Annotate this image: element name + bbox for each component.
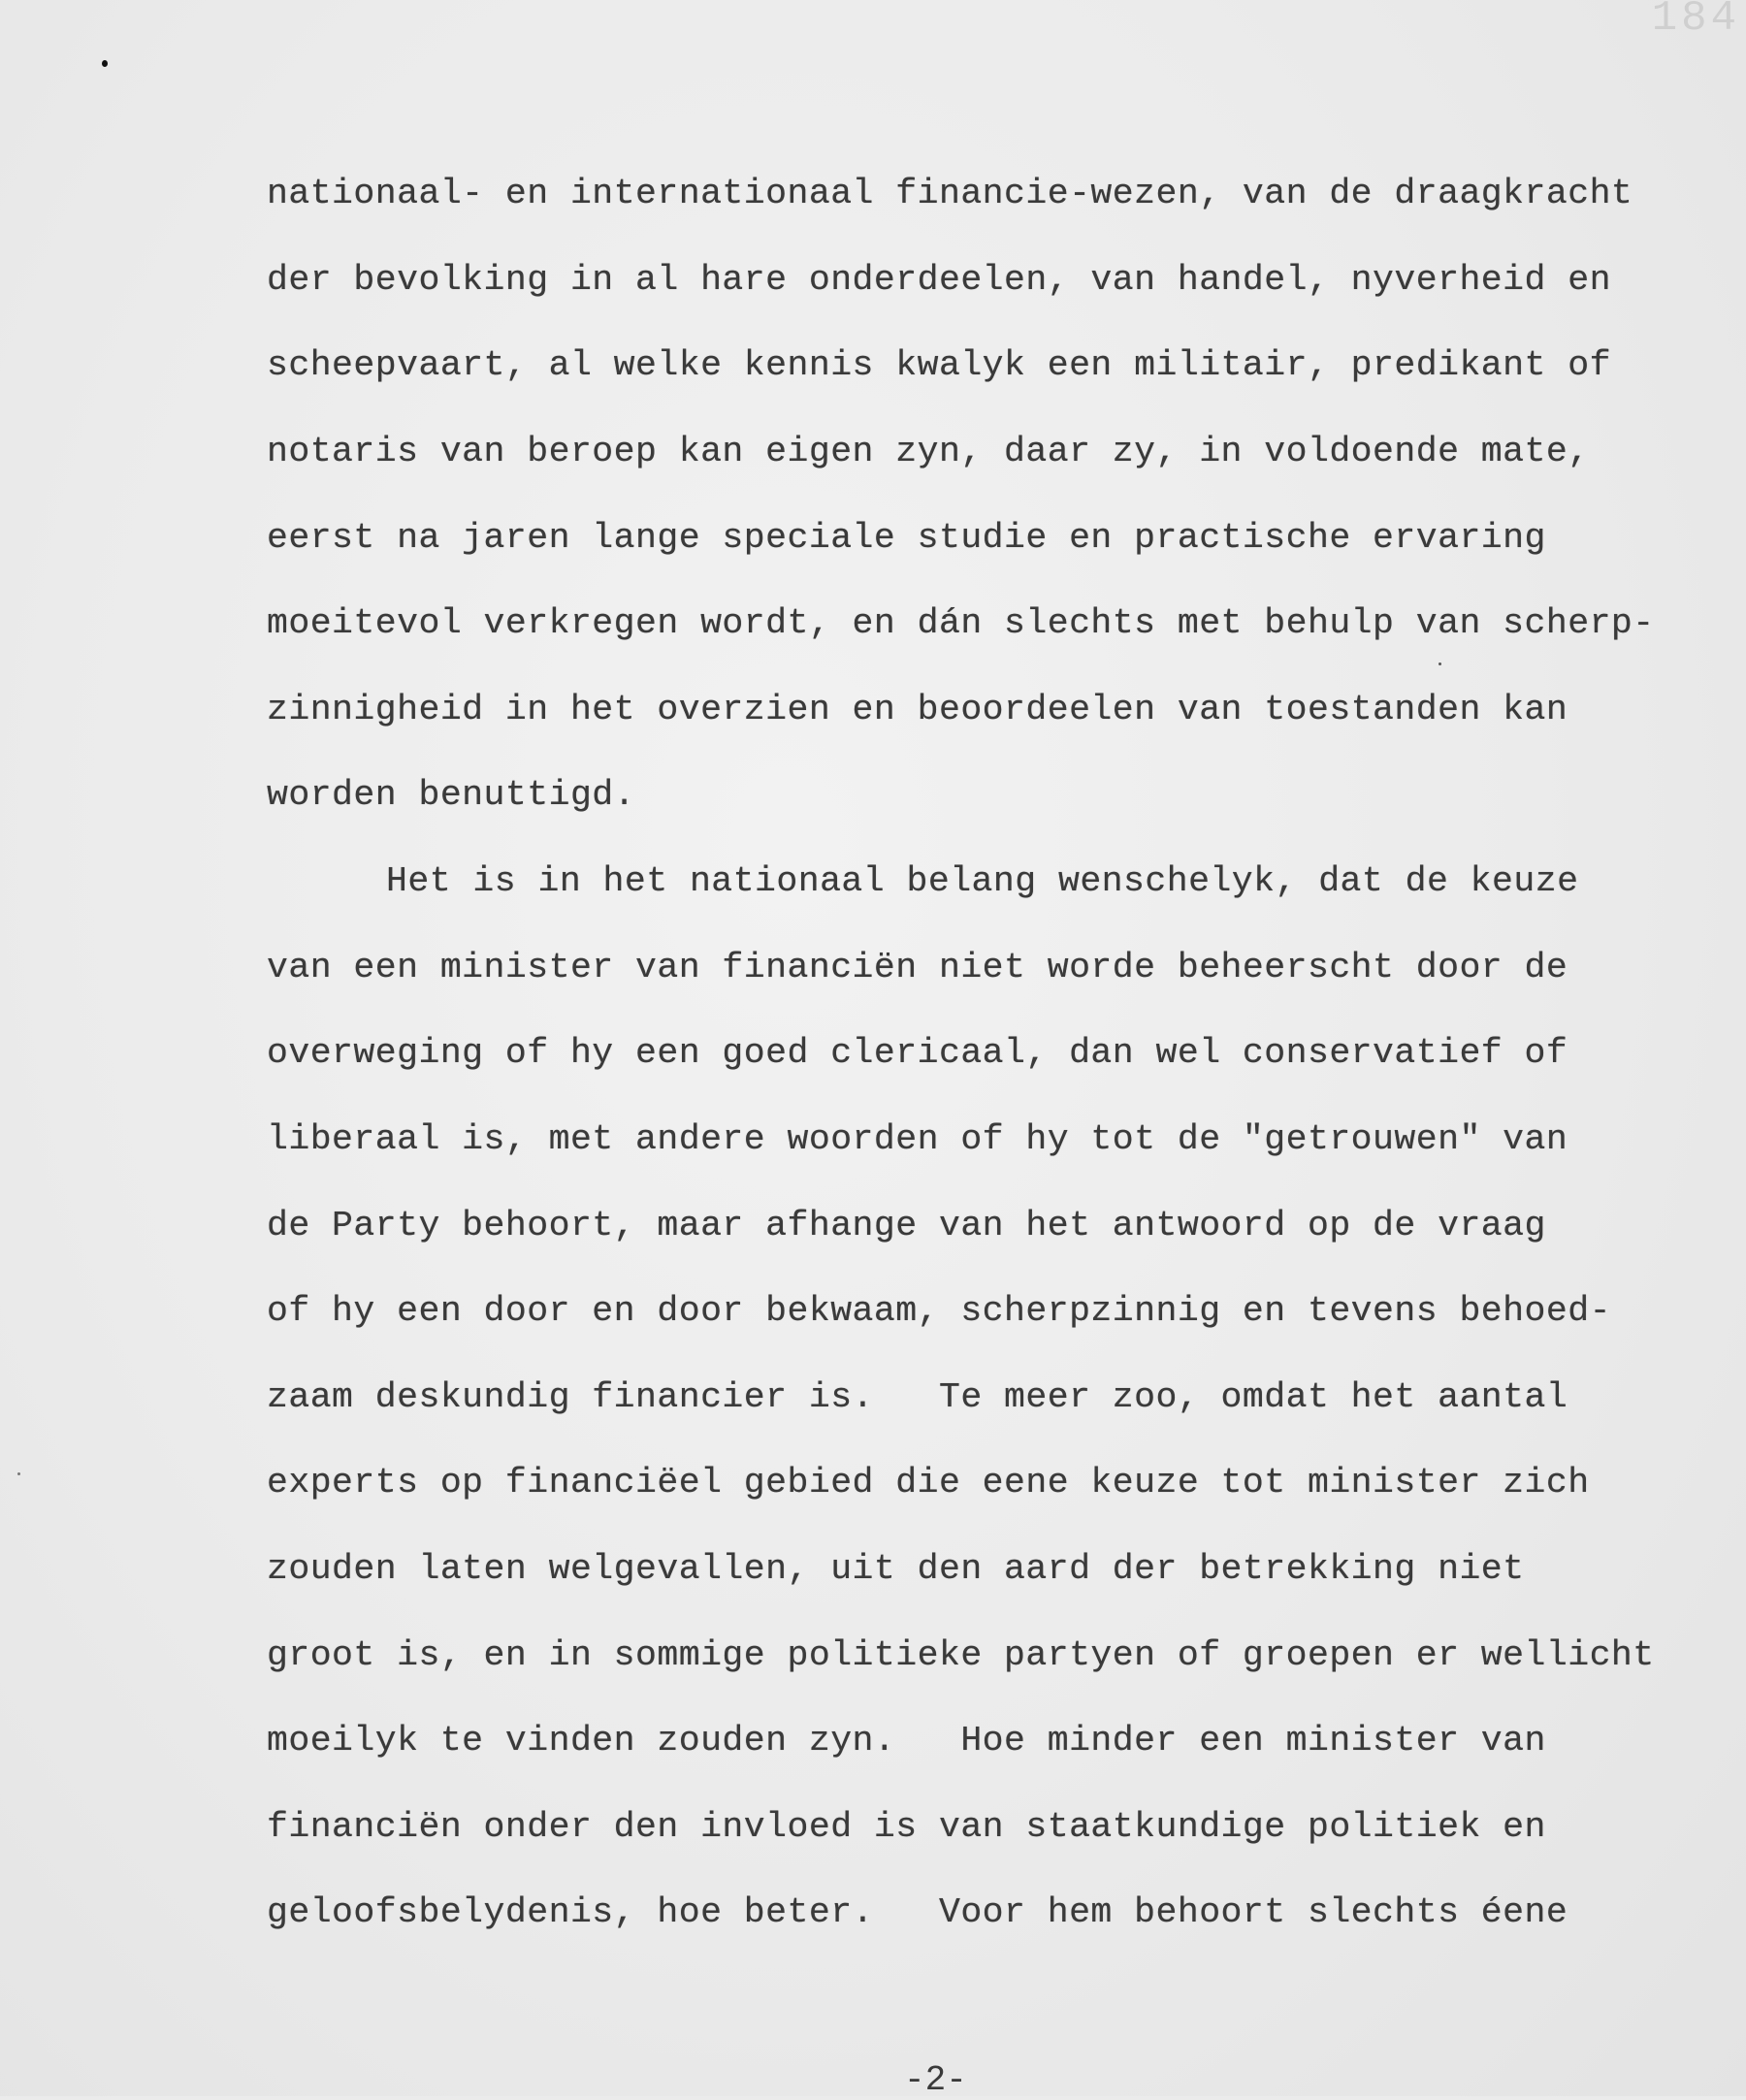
text-line-18: groot is, en in sommige politieke partyen of groepen er wellicht [267, 1635, 1655, 1675]
text-line-15: zaam deskundig financier is. Te meer zoo, omdat het aantal [267, 1377, 1568, 1417]
ink-speck [102, 60, 108, 67]
text-line-4: notaris van beroep kan eigen zyn, daar zy, in voldoende mate, [267, 432, 1590, 471]
text-line-20: financiën onder den invloed is van staatkundige politiek en [267, 1807, 1546, 1847]
text-line-19: moeilyk te vinden zouden zyn. Hoe minder een minister van [267, 1721, 1546, 1761]
text-line-5: eerst na jaren lange speciale studie en practische ervaring [267, 518, 1546, 558]
ink-speck [17, 1472, 20, 1475]
text-line-17: zouden laten welgevallen, uit den aard der betrekking niet [267, 1549, 1525, 1589]
text-line-21: geloofsbelydenis, hoe beter. Voor hem behoort slechts éene [267, 1892, 1568, 1932]
text-line-12: liberaal is, met andere woorden of hy tot de "getrouwen" van [267, 1119, 1568, 1159]
corner-page-mark: 184 [1651, 0, 1740, 43]
text-line-3: scheepvaart, al welke kennis kwalyk een militair, predikant of [267, 345, 1611, 385]
text-line-9: Het is in het nationaal belang wenschelyk, dat de keuze [386, 861, 1579, 901]
ink-speck [1439, 662, 1441, 665]
text-line-8: worden benuttigd. [267, 775, 636, 815]
text-line-10: van een minister van financiën niet worde beheerscht door de [267, 948, 1568, 987]
text-line-11: overweging of hy een goed clericaal, dan wel conservatief of [267, 1033, 1568, 1073]
text-line-13: de Party behoort, maar afhange van het antwoord op de vraag [267, 1206, 1546, 1245]
text-line-2: der bevolking in al hare onderdeelen, van handel, nyverheid en [267, 260, 1611, 300]
text-line-6: moeitevol verkregen wordt, en dán slechts met behulp van scherp- [267, 603, 1655, 643]
text-line-14: of hy een door en door bekwaam, scherpzinnig en tevens behoed- [267, 1291, 1611, 1331]
text-line-1: nationaal- en internationaal financie-wezen, van de draagkracht [267, 174, 1633, 213]
text-line-7: zinnigheid in het overzien en beoordeelen van toestanden kan [267, 690, 1568, 729]
text-line-16: experts op financiëel gebied die eene keuze tot minister zich [267, 1463, 1590, 1502]
page-number: -2- [904, 2060, 967, 2100]
